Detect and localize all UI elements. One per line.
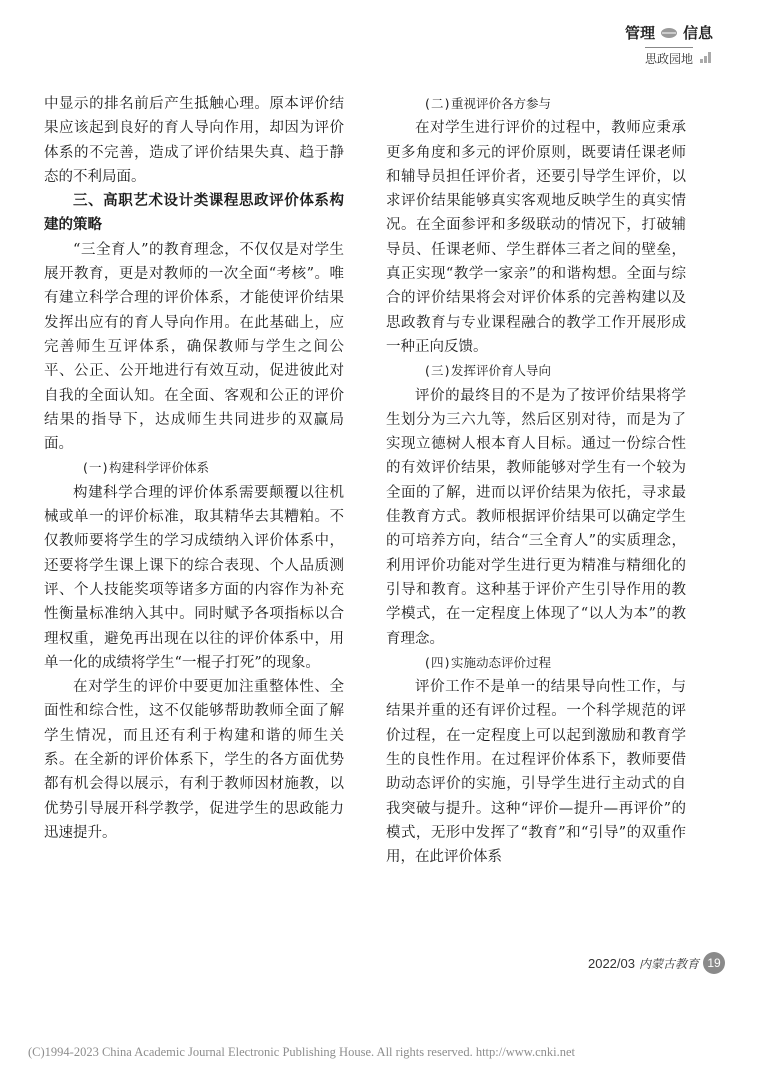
- paragraph: 构建科学合理的评价体系需要颠覆以往机械或单一的评价标准，取其精华去其糟粕。不仅教师要将学生的学习成绩纳入评价体系中，还要将学生课上课下的综合表现、个人品质测评、个人技能奖项等诸多方面的内容作为补充性衡量标准纳入其中。同时赋予各项指标以合理权重，避免再出现在以往的评价体系中，用单一化的成绩将学生“一棍子打死”的现象。: [44, 484, 344, 671]
- paragraph: 评价工作不是单一的结果导向性工作，与结果并重的还有评价过程。一个科学规范的评价过程，在一定程度上可以起到激励和教育学生的良性作用。在过程评价体系下，教师要借助动态评价的实施，引导学生进行主动式的自我突破与提升。这种“评价—提升—再评价”的模式，无形中发挥了“教育”和“引导”的双重作用，在此评价体系: [386, 679, 686, 866]
- paragraph: 中显示的排名前后产生抵触心理。原本评价结果应该起到良好的育人导向作用，却因为评价体系的不完善，造成了评价结果失真、趋于静态的不利局面。: [44, 96, 344, 185]
- copyright-line: (C)1994-2023 China Academic Journal Electronic Publishing House. All rights reserved. http://www.cnki.net: [28, 1045, 576, 1059]
- paragraph: 在对学生进行评价的过程中，教师应秉承更多角度和多元的评价原则，既要请任课老师和辅导员担任评价者，还要引导学生评价，以求评价结果能够真实客观地反映学生的真实情况。在全面参评和多级联动的情况下，打破辅导员、任课老师、学生群体三者之间的壁垒，真正实现“教学一家亲”的和谐构想。全面与综合的评价结果将会对评价体系的完善构建以及思政教育与专业课程融合的教学工作开展形成一种正向反馈。: [386, 120, 686, 355]
- subsection-heading: (一)构建科学评价体系: [81, 460, 210, 476]
- section-brand: [625, 22, 713, 43]
- paragraph: 在对学生的评价中要更加注重整体性、全面性和综合性，这不仅能够帮助教师全面了解学生情况，而且还有利于构建和谐的师生关系。在全新的评价体系下，学生的各方面优势都有机会得以展示，有利于教师因材施教，以优势引导展开科学教学，促进学生的思政能力迅速提升。: [44, 679, 344, 841]
- right-column: [386, 92, 686, 870]
- page-number: 19: [703, 952, 725, 974]
- leaf-icon: [659, 25, 679, 41]
- journal-name: 内蒙古教育: [638, 956, 699, 971]
- paragraph: 评价的最终目的不是为了按评价结果将学生划分为三六九等，然后区别对待，而是为了实现立德树人根本育人目标。通过一份综合性的有效评价结果，教师能够对学生有一个较为全面的了解，进而以评价结果为依托，寻求最佳教育方式。教师根据评价结果可以确定学生的可培养方向，结合“三全育人”的实质理念，利用评价功能对学生进行更为精准与精细化的引导和教育。这种基于评价产生引导作用的教学模式，在一定程度上体现了“以人为本”的教育理念。: [386, 387, 686, 647]
- subsection-heading: (二)重视评价各方参与: [423, 96, 552, 111]
- page-header: [625, 22, 713, 67]
- paragraph: “三全育人”的教育理念，不仅仅是对学生展开教育，更是对教师的一次全面“考核”。唯有建立科学合理的评价体系，才能使评价结果发挥出应有的育人导向作用。在此基础上，应完善师生互评体系，确保教师与学生之间公平、公正、公开地进行有效互动，促进彼此对自我的全面认知。在全面、客观和公正的评价结果的指导下，达成师生共同进步的双赢局面。: [44, 241, 344, 453]
- brand-left-text: 管理: [624, 24, 655, 42]
- left-column: [44, 92, 344, 845]
- subsection-heading: (四)实施动态评价过程: [423, 654, 552, 670]
- section-name: 思政园地: [645, 47, 693, 67]
- subsection-heading: (三)发挥评价育人导向: [423, 363, 552, 379]
- section-heading: 三、高职艺术设计类课程思政评价体系构建的策略: [44, 192, 344, 234]
- page-footer: [588, 952, 725, 974]
- brand-right-text: 信息: [682, 24, 713, 42]
- corner-mark-icon: [699, 50, 713, 64]
- issue-number: 2022/03: [587, 955, 635, 971]
